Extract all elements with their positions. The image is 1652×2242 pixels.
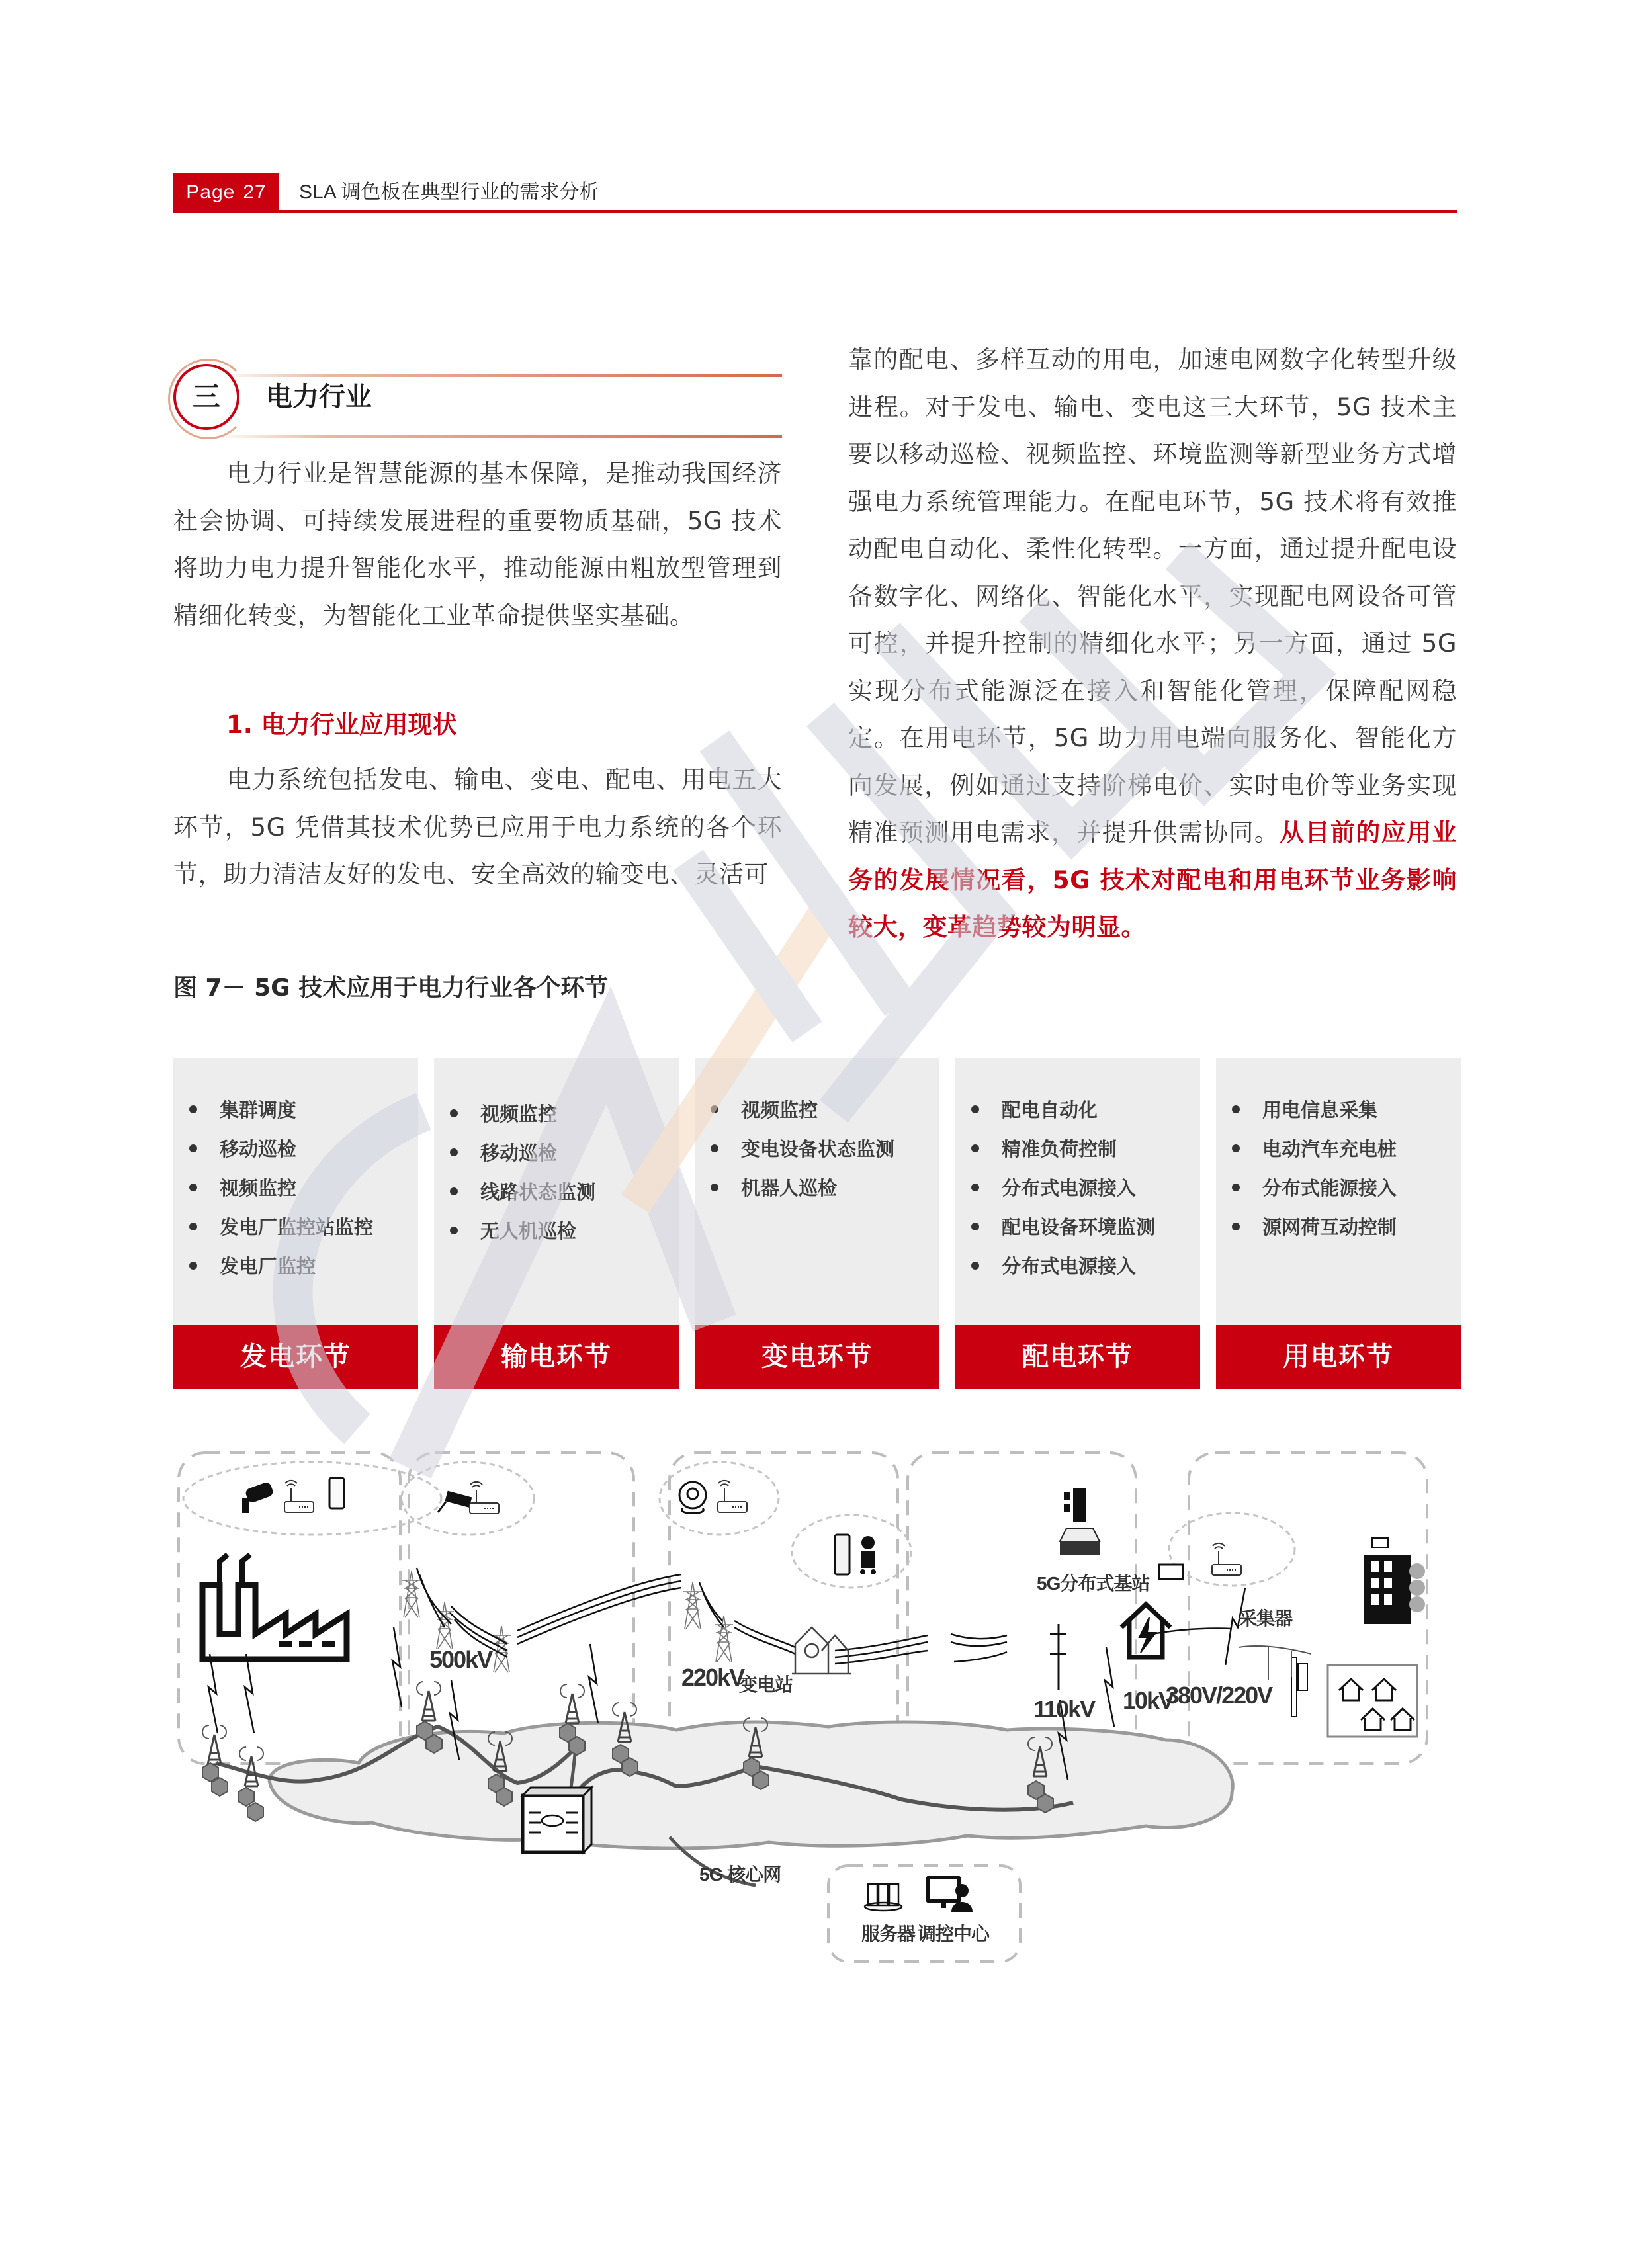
item-label: 移动巡检 [220,1138,297,1160]
stage-consumption [1216,1058,1461,1389]
power-network-diagram [173,1429,1470,1991]
display-panel-icon [1159,1565,1183,1579]
label-220kv: 220kV [681,1664,744,1691]
bullet-icon [189,1262,197,1270]
header-divider [173,210,1457,213]
item-label: 发电厂监控站监控 [220,1216,374,1238]
section-heading [173,351,782,423]
stage-body [434,1058,679,1325]
page-number: 27 [243,181,267,203]
bullet-icon [971,1105,979,1113]
body-paragraph-left [173,756,782,898]
list-item [971,1175,1200,1214]
list-item [1232,1175,1461,1214]
item-label: 分布式电源接入 [1002,1255,1137,1277]
list-item [189,1097,418,1136]
list-item [971,1214,1200,1253]
emphasis-text: 从目前的应用业务的发展情况看，5G 技术对配电和用电环节业务影响较大，变革趋势较为明显。 [848,818,1457,941]
stage-label: 输电环节 [434,1325,679,1389]
router-icon [470,1482,499,1514]
bullet-icon [1232,1105,1240,1113]
section-rule-bottom [213,435,782,438]
item-label: 视频监控 [220,1177,297,1199]
item-label: 源网荷互动控制 [1262,1216,1397,1238]
label-5g-core-network: 5G 核心网 [699,1864,781,1885]
list-item [450,1218,679,1257]
webcam-icon [679,1482,706,1514]
stage-distribution [955,1058,1200,1389]
stage-item-list [434,1058,679,1257]
subsection-title: 1. 电力行业应用现状 [226,711,457,739]
item-label: 分布式能源接入 [1262,1177,1397,1199]
page-header [173,173,1457,213]
bullet-icon [1232,1144,1240,1152]
list-item [1232,1136,1461,1175]
smartphone-icon [329,1478,344,1508]
bullet-icon [189,1144,197,1152]
list-item [711,1097,939,1136]
list-item [971,1097,1200,1136]
label-10kv: 10kV [1123,1687,1174,1714]
section-number-circle [173,364,239,430]
item-label: 变电设备状态监测 [741,1138,895,1160]
stage-panels [173,1058,1463,1389]
diagram-graphics [173,1429,1470,1991]
bullet-icon [189,1105,197,1113]
pylon-icon [492,1626,511,1672]
body-paragraph-right [848,336,1457,951]
collector-pole-icon [1291,1657,1307,1717]
bullet-icon [711,1144,718,1152]
smartphone-icon [835,1535,849,1574]
zone-transmission [409,1453,634,1764]
page-label: Page [186,181,236,203]
list-item [450,1140,679,1179]
item-label: 视频监控 [480,1103,558,1125]
item-label: 移动巡检 [480,1142,558,1164]
router-icon [1212,1543,1241,1575]
bullet-icon [711,1184,718,1191]
item-label: 配电自动化 [1002,1099,1098,1121]
intro-text: 电力行业是智慧能源的基本保障，是推动我国经济社会协调、可持续发展进程的重要物质基础，5G 技术将助力电力提升智能化水平，推动能源由粗放型管理到精细化转变，为智能化工业革命提供坚实基础。 [173,459,782,630]
bullet-icon [971,1223,979,1230]
item-label: 用电信息采集 [1262,1099,1378,1121]
item-label: 集群调度 [220,1099,297,1121]
control-center-icon [928,1877,973,1912]
list-item [1232,1097,1461,1136]
pylon-icon [683,1582,702,1629]
bullet-icon [450,1227,458,1234]
stage-generation [173,1058,418,1389]
item-label: 机器人巡检 [741,1177,838,1199]
stage-body [173,1058,418,1325]
stage-label: 发电环节 [173,1325,418,1389]
stage-body [955,1058,1200,1325]
item-label: 发电厂监控 [220,1255,316,1277]
stage-substation [695,1058,939,1389]
stage-label: 变电环节 [695,1325,939,1389]
body-text-left: 电力系统包括发电、输电、变电、配电、用电五大环节，5G 凭借其技术优势已应用于电力系统的各个环节，助力清洁友好的发电、安全高效的输变电、灵活可 [173,765,782,888]
stage-label: 用电环节 [1216,1325,1461,1389]
list-item [971,1253,1200,1292]
label-control-center: 调控中心 [918,1924,990,1944]
list-item [971,1136,1200,1175]
bullet-icon [1232,1223,1240,1230]
pylon-icon [715,1616,733,1662]
label-380v-220v: 380V/220V [1166,1682,1272,1709]
power-house-icon [1121,1604,1170,1657]
bullet-icon [189,1223,197,1230]
list-item [189,1136,418,1175]
server-icon [865,1884,902,1911]
bullet-icon [1232,1184,1240,1191]
factory-icon [202,1555,347,1659]
stage-item-list [955,1058,1200,1292]
pylon-icon [402,1571,421,1617]
item-label: 电动汽车充电桩 [1262,1138,1397,1160]
running-title: SLA 调色板在典型行业的需求分析 [299,181,599,203]
5g-distributed-base-station-icon [1060,1488,1100,1555]
stage-label: 配电环节 [955,1325,1200,1389]
utility-pole-icon [1050,1624,1066,1690]
label-collector: 采集器 [1239,1608,1293,1629]
stage-item-list [1216,1058,1461,1253]
item-label: 精准负荷控制 [1002,1138,1117,1160]
cctv-camera-icon [242,1481,275,1513]
bullet-icon [711,1105,718,1113]
list-item [1232,1214,1461,1253]
bullet-icon [971,1184,979,1191]
list-item [189,1175,418,1214]
zone-control [828,1866,1020,1962]
label-substation: 变电站 [739,1674,793,1695]
figure-title: 图 7－ 5G 技术应用于电力行业各个环节 [173,974,609,1002]
list-item [450,1101,679,1140]
surveillance-camera-icon [438,1491,472,1512]
item-label: 无人机巡检 [480,1220,577,1242]
bullet-icon [971,1144,979,1152]
body-text-right: 靠的配电、多样互动的用电，加速电网数字化转型升级进程。对于发电、输电、变电这三大环节，5G 技术主要以移动巡检、视频监控、环境监测等新型业务方式增强电力系统管理能力。在配电环节，5G 技术将有效推动配电自动化、柔性化转型。一方面，通过提升配电设备数字化、网络化、智能化水平，实现配电网设备可管可控，并提升控制的精细化水平；另一方面，通过 5G 实现分布式能源泛在接入和智能化管理，保障配网稳定。在用电环节，5G 助力用电端向服务化、智能化方向发展，例如通过支持阶梯电价、实时电价等业务实现精准预测用电需求，并提升供需协同。 [848,345,1457,847]
section-number: 三 [192,380,220,413]
residential-houses-icon [1328,1665,1417,1737]
zone-substation [670,1453,898,1764]
building-with-meters-icon [1364,1538,1425,1624]
robot-icon [860,1536,876,1574]
item-label: 视频监控 [741,1099,818,1121]
bullet-icon [450,1109,458,1117]
stage-transmission [434,1058,679,1389]
list-item [189,1214,418,1253]
core-network-switch-icon [523,1788,591,1852]
page-number-badge [173,173,279,212]
section-title: 电力行业 [266,382,372,412]
label-5g-base-station: 5G分布式基站 [1037,1573,1150,1594]
intro-paragraph [173,450,782,639]
list-item [189,1253,418,1292]
stage-item-list [173,1058,418,1292]
router-icon [284,1481,314,1512]
item-label: 线路状态监测 [480,1181,596,1203]
bullet-icon [450,1187,458,1195]
list-item [450,1179,679,1218]
stage-body [695,1058,939,1325]
item-label: 配电设备环境监测 [1002,1216,1156,1238]
stage-body [1216,1058,1461,1325]
zone-generation [179,1453,400,1764]
zone-distribution [908,1453,1136,1764]
router-icon [718,1481,747,1512]
label-110kv: 110kV [1033,1696,1095,1723]
bullet-icon [450,1148,458,1156]
network-cloud [269,1722,1233,1848]
list-item [711,1175,939,1214]
item-label: 分布式电源接入 [1002,1177,1137,1199]
bullet-icon [971,1262,979,1270]
list-item [711,1136,939,1175]
label-server: 服务器 [861,1924,916,1944]
label-500kv: 500kV [429,1646,492,1673]
stage-item-list [695,1058,939,1214]
bullet-icon [189,1184,197,1191]
